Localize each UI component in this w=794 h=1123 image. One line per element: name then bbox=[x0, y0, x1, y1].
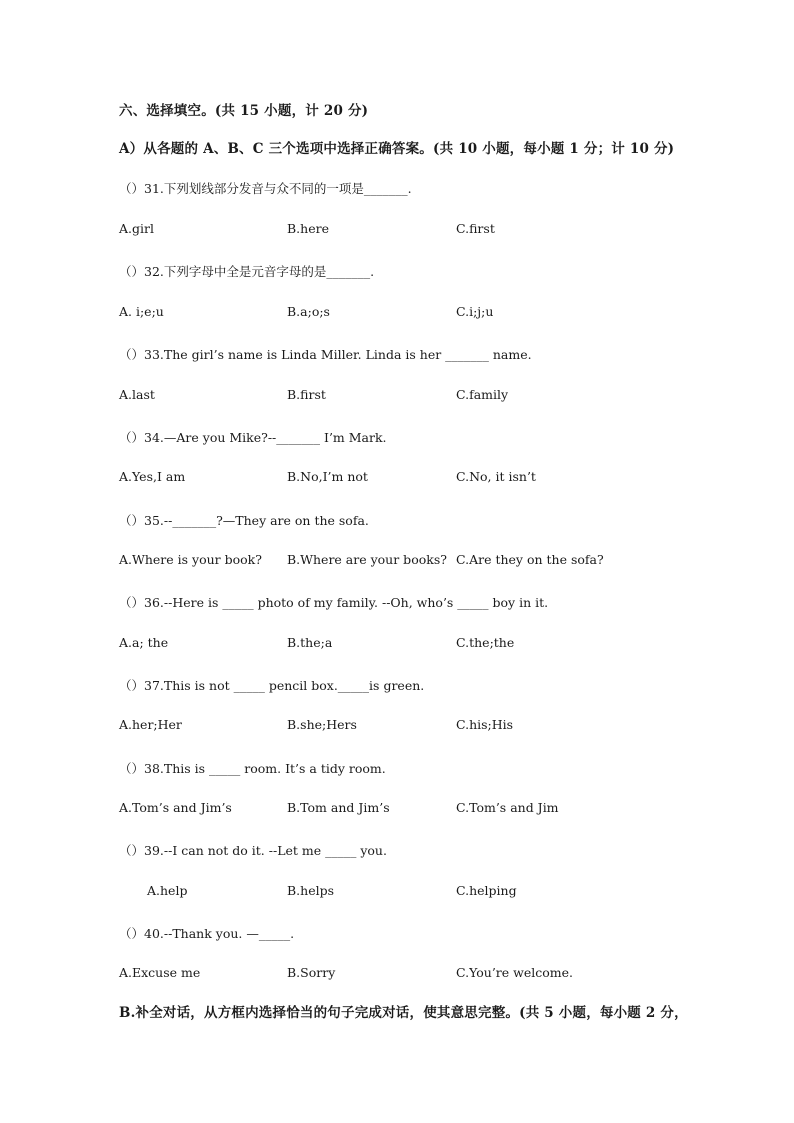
question-34-stem: （）34.—Are you Mike?--_______ I’m Mark. bbox=[119, 430, 387, 445]
option-c: C.family bbox=[456, 387, 509, 402]
part-b-title: B.补全对话，从方框内选择恰当的句子完成对话，使其意思完整。(共 5 小题，每小题 2 分， bbox=[119, 1005, 688, 1021]
question-31-stem: （）31.下列划线部分发音与众不同的一项是_______. bbox=[119, 181, 412, 196]
question-34-options bbox=[119, 469, 679, 487]
question-35-stem: （）35.--_______?—They are on the sofa. bbox=[119, 513, 369, 528]
option-b: B.first bbox=[287, 387, 326, 402]
option-c: C.the;the bbox=[456, 635, 515, 650]
option-c: C.his;His bbox=[456, 717, 514, 732]
question-31-options bbox=[119, 221, 679, 239]
option-b: B.No,I’m not bbox=[287, 469, 368, 484]
question-39-options bbox=[119, 883, 679, 901]
question-38-options bbox=[119, 800, 679, 818]
option-a: A.a; the bbox=[119, 635, 169, 650]
option-a: A.girl bbox=[119, 221, 154, 236]
part-a-title: A）从各题的 A、B、C 三个选项中选择正确答案。(共 10 小题，每小题 1 分；计 10 分) bbox=[119, 141, 675, 157]
question-38-stem: （）38.This is _____ room. It’s a tidy room. bbox=[119, 761, 386, 776]
question-32-stem: （）32.下列字母中全是元音字母的是_______. bbox=[119, 264, 375, 279]
section-title: 六、选择填空。(共 15 小题，计 20 分) bbox=[119, 103, 369, 119]
option-c: C.Are they on the sofa? bbox=[456, 552, 604, 567]
option-b: B.Sorry bbox=[287, 965, 336, 980]
option-c: C.i;j;u bbox=[456, 304, 494, 319]
option-b: B.here bbox=[287, 221, 329, 236]
option-c: C.No, it isn’t bbox=[456, 469, 536, 484]
option-b: B.Tom and Jim’s bbox=[287, 800, 390, 815]
option-a: A.Where is your book? bbox=[119, 552, 262, 567]
question-33-stem: （）33.The girl’s name is Linda Miller. Linda is her _______ name. bbox=[119, 347, 532, 362]
option-a: A.her;Her bbox=[119, 717, 182, 732]
option-a: A.Excuse me bbox=[119, 965, 201, 980]
option-b: B.helps bbox=[287, 883, 335, 898]
option-b: B.the;a bbox=[287, 635, 333, 650]
option-a: A.last bbox=[119, 387, 155, 402]
option-a: A. i;e;u bbox=[119, 304, 164, 319]
question-36-stem: （）36.--Here is _____ photo of my family. --Oh, who’s _____ boy in it. bbox=[119, 595, 549, 610]
option-b: B.Where are your books? bbox=[287, 552, 447, 567]
question-32-options bbox=[119, 304, 679, 322]
question-40-stem: （）40.--Thank you. —_____. bbox=[119, 926, 295, 941]
question-36-options bbox=[119, 635, 679, 653]
option-c: C.first bbox=[456, 221, 495, 236]
question-33-options bbox=[119, 387, 679, 405]
option-a: A.Yes,I am bbox=[119, 469, 186, 484]
question-35-options bbox=[119, 552, 679, 570]
option-c: C.You’re welcome. bbox=[456, 965, 573, 980]
question-39-stem: （）39.--I can not do it. --Let me _____ you. bbox=[119, 843, 387, 858]
option-c: C.helping bbox=[456, 883, 517, 898]
option-a: A.Tom’s and Jim’s bbox=[119, 800, 232, 815]
option-a: A.help bbox=[147, 883, 188, 898]
option-b: B.she;Hers bbox=[287, 717, 357, 732]
option-c: C.Tom’s and Jim bbox=[456, 800, 559, 815]
question-37-stem: （）37.This is not _____ pencil box._____is green. bbox=[119, 678, 425, 693]
option-b: B.a;o;s bbox=[287, 304, 330, 319]
question-37-options bbox=[119, 717, 679, 735]
question-40-options bbox=[119, 965, 679, 983]
